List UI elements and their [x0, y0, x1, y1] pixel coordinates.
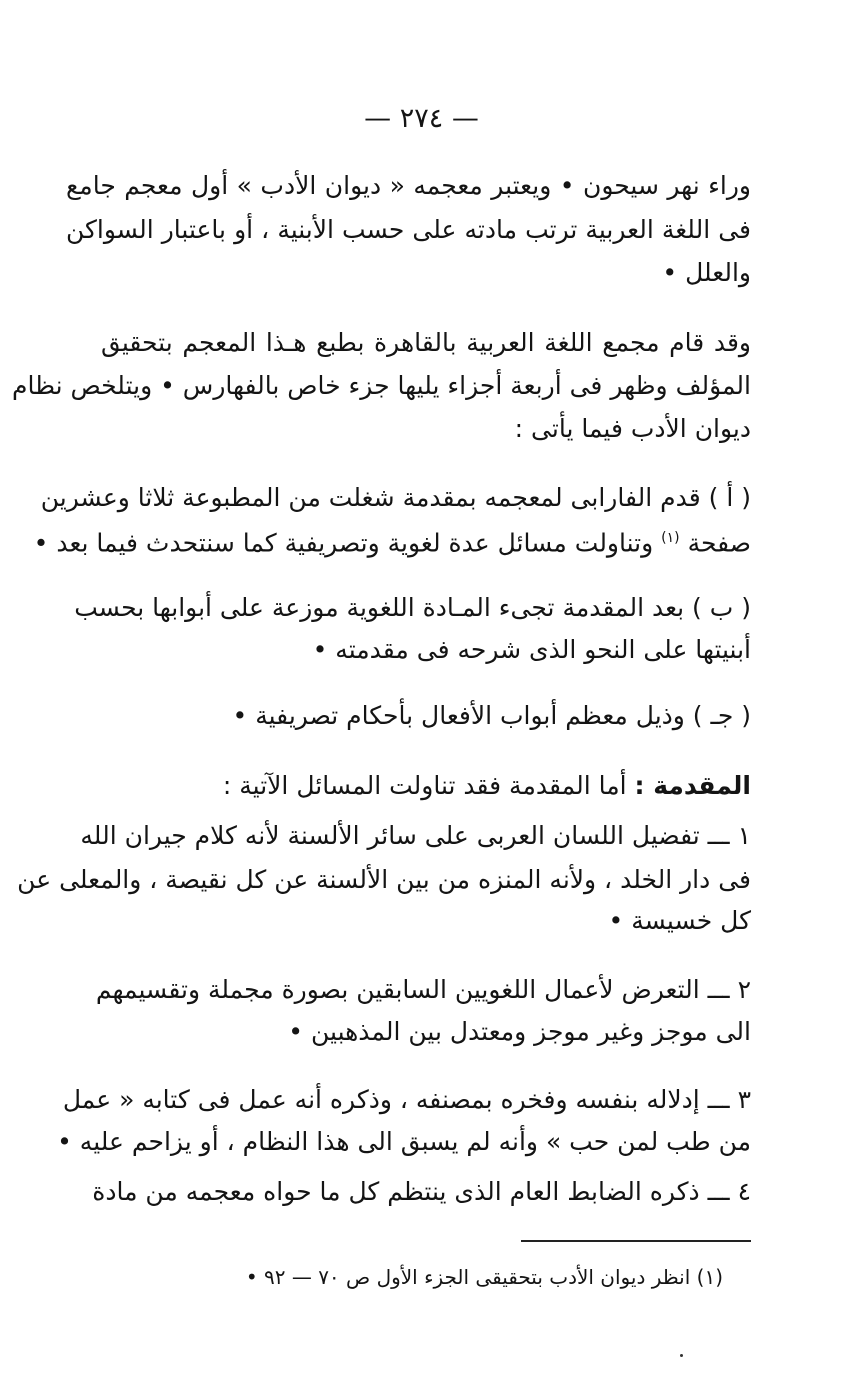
- text-line: والعلل •: [662, 258, 751, 287]
- text-line: ١ ـــ تفضيل اللسان العربى على سائر الألسنة لأنه كلام جيران الله: [80, 821, 751, 850]
- text-line: ٣ ـــ إدلاله بنفسه وفخره بمصنفه ، وذكره أنه عمل فى كتابه « عمل: [62, 1085, 751, 1114]
- text-line: ديوان الأدب فيما يأتى :: [514, 414, 751, 443]
- footnote-marker: (١): [661, 530, 680, 546]
- text-fragment: أما المقدمة فقد تناولت المسائل الآتية :: [222, 771, 627, 800]
- text-line: ( أ ) قدم الفارابى لمعجمه بمقدمة شغلت من المطبوعة ثلاثا وعشرين: [40, 483, 751, 512]
- text-fragment: وتناولت مسائل عدة لغوية وتصريفية كما سنتحدث فيما بعد •: [33, 528, 654, 558]
- page-number: — ٢٧٤ —: [364, 103, 479, 134]
- text-line: وراء نهر سيحون • ويعتبر معجمه « ديوان الأدب » أول معجم جامع: [66, 171, 751, 200]
- text-line: فى اللغة العربية ترتب مادته على حسب الأبنية ، أو باعتبار السواكن: [66, 215, 751, 244]
- text-line: المؤلف وظهر فى أربعة أجزاء يليها جزء خاص بالفهارس • ويتلخص نظام: [12, 371, 751, 400]
- text-line: [33, 520, 751, 561]
- text-line: أبنيتها على النحو الذى شرحه فى مقدمته •: [312, 635, 751, 664]
- text-line: ( جـ ) وذيل معظم أبواب الأفعال بأحكام تصريفية •: [232, 701, 751, 730]
- text-line: فى دار الخلد ، ولأنه المنزه من بين الألسنة عن كل نقيصة ، والمعلى عن: [17, 865, 751, 894]
- ink-speck: [680, 1354, 683, 1357]
- footnote-divider: [521, 1240, 751, 1242]
- text-line: ٤ ـــ ذكره الضابط العام الذى ينتظم كل ما حواه معجمه من مادة: [92, 1177, 751, 1206]
- text-line: كل خسيسة •: [608, 906, 751, 935]
- section-heading: المقدمة :: [634, 771, 751, 800]
- text-line: الى موجز وغير موجز ومعتدل بين المذهبين •: [288, 1017, 751, 1046]
- text-line: ٢ ـــ التعرض لأعمال اللغويين السابقين بصورة مجملة وتقسيمهم: [95, 975, 751, 1004]
- text-line: وقد قام مجمع اللغة العربية بالقاهرة بطبع هـذا المعجم بتحقيق: [101, 328, 751, 357]
- text-line: [101, 768, 751, 804]
- text-line: ( ب ) بعد المقدمة تجىء المـادة اللغوية موزعة على أبوابها بحسب: [74, 593, 751, 622]
- text-line: من طب لمن حب » وأنه لم يسبق الى هذا النظام ، أو يزاحم عليه •: [57, 1127, 751, 1156]
- footnote: (١) انظر ديوان الأدب بتحقيقى الجزء الأول ص ٧٠ — ٩٢ •: [245, 1265, 723, 1289]
- text-fragment: صفحة: [687, 528, 751, 558]
